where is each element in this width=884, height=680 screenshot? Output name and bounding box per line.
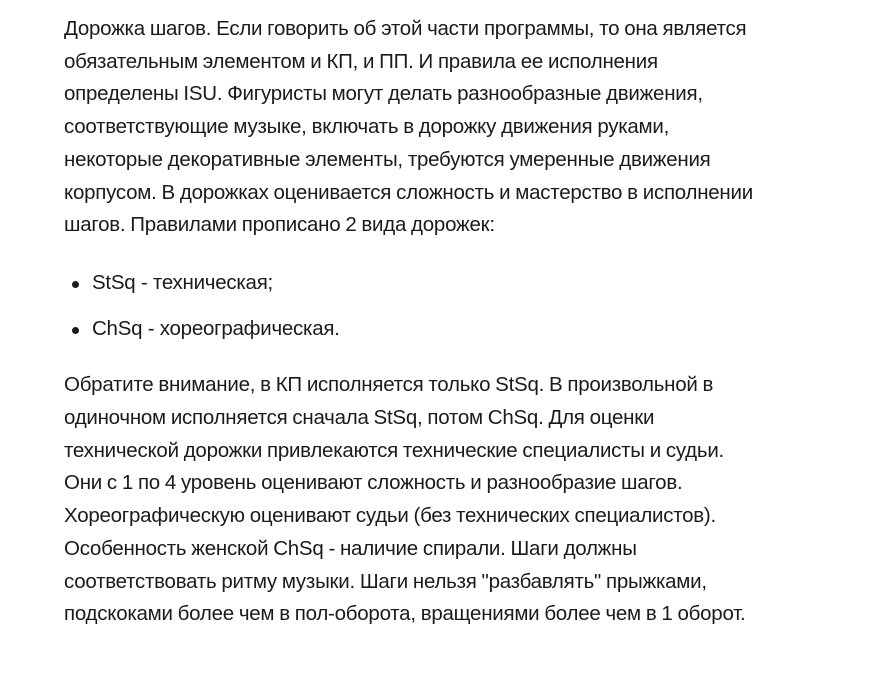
paragraph-step-sequence-rules bbox=[64, 369, 864, 631]
step-sequence-types-list bbox=[64, 267, 864, 345]
paragraph-line: соответствовать ритму музыки. Шаги нельзя "разбавлять" прыжками, bbox=[64, 569, 707, 593]
paragraph-line: соответствующие музыке, включать в дорожку движения руками, bbox=[64, 115, 670, 139]
paragraph-line: Особенность женской ChSq - наличие спирали. Шаги должны bbox=[64, 536, 637, 560]
paragraph-line: Дорожка шагов. Если говорить об этой части программы, то она является bbox=[64, 17, 747, 40]
paragraph-line: обязательным элементом и КП, и ПП. И правила ее исполнения bbox=[64, 49, 658, 73]
list-item bbox=[64, 313, 864, 346]
paragraph-line: некоторые декоративные элементы, требуются умеренные движения bbox=[64, 147, 711, 171]
paragraph-line: одиночном исполняется сначала StSq, потом ChSq. Для оценки bbox=[64, 406, 655, 430]
paragraph-line: определены ISU. Фигуристы могут делать разнообразные движения, bbox=[64, 82, 703, 106]
paragraph-line: Обратите внимание, в КП исполняется только StSq. В произвольной в bbox=[64, 373, 714, 397]
article bbox=[64, 13, 864, 631]
paragraph-step-sequence-intro bbox=[64, 13, 864, 242]
paragraph-line: технической дорожки привлекаются технические специалисты и судьи. bbox=[64, 438, 724, 462]
paragraph-line: Они с 1 по 4 уровень оценивают сложность и разнообразие шагов. bbox=[64, 471, 683, 495]
paragraph-line: корпусом. В дорожках оценивается сложность и мастерство в исполнении bbox=[64, 180, 753, 204]
bullet-icon bbox=[72, 327, 79, 334]
paragraph-line: шагов. Правилами прописано 2 вида дорожек: bbox=[64, 213, 495, 237]
paragraph-line: подскоками более чем в пол-оборота, вращениями более чем в 1 оборот. bbox=[64, 602, 746, 626]
list-item-label: ChSq - хореографическая. bbox=[92, 316, 340, 340]
paragraph-line: Хореографическую оценивают судьи (без технических специалистов). bbox=[64, 504, 716, 528]
bullet-icon bbox=[72, 281, 79, 288]
list-item bbox=[64, 267, 864, 300]
list-item-label: StSq - техническая; bbox=[92, 270, 273, 294]
